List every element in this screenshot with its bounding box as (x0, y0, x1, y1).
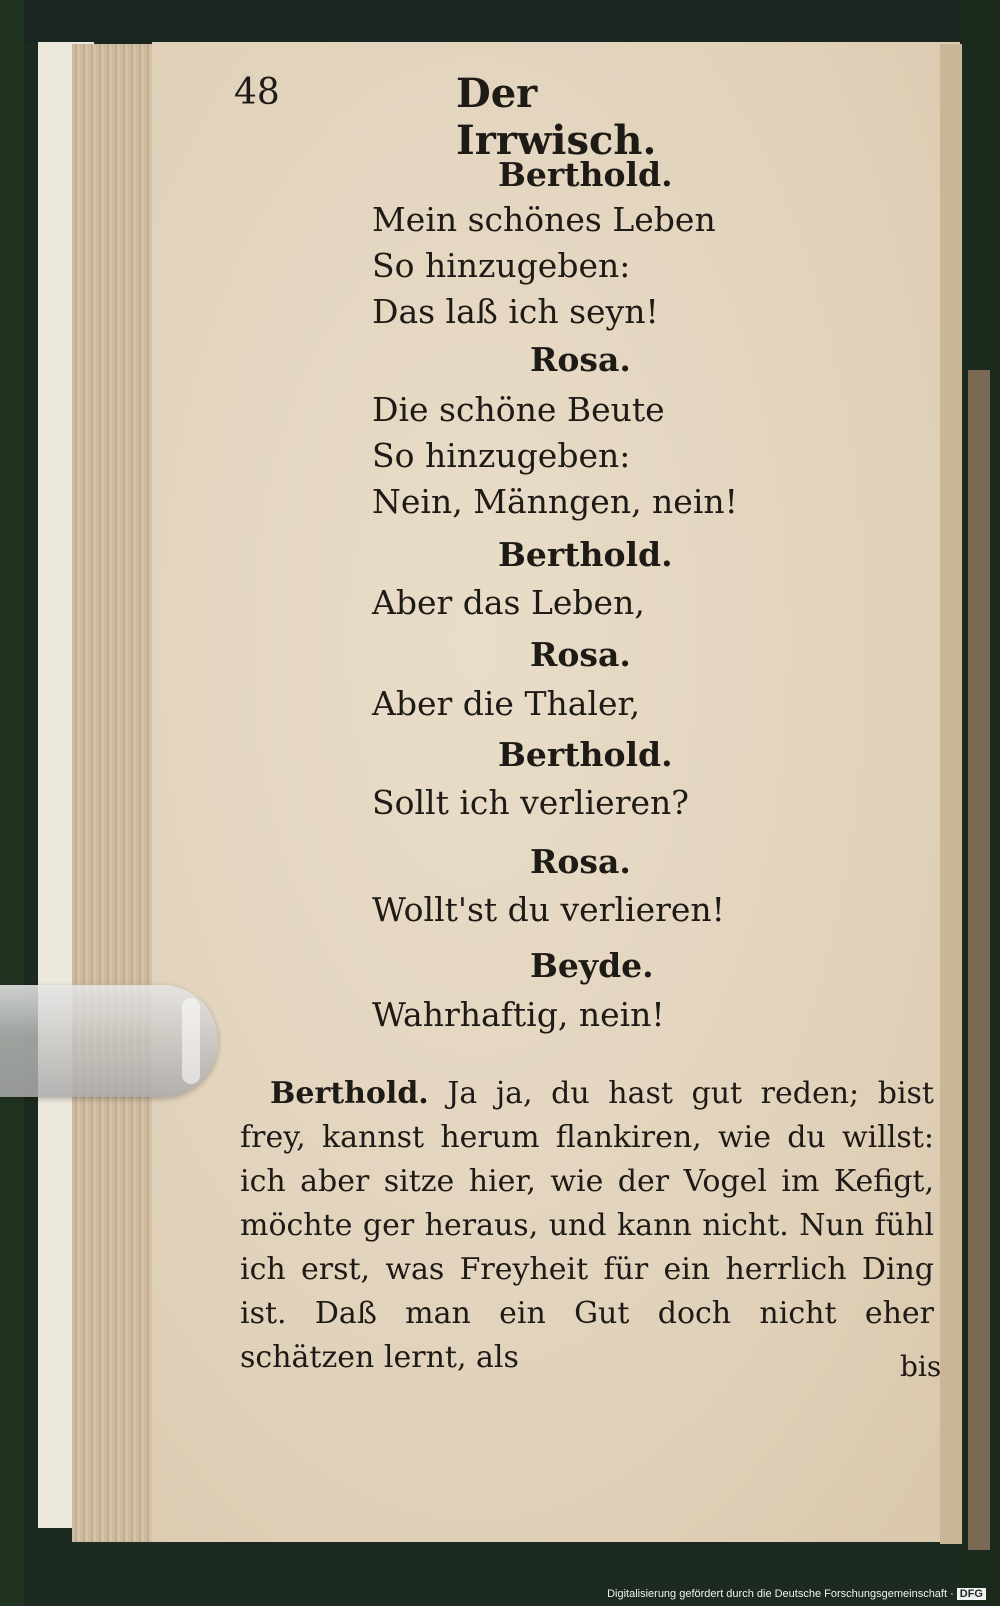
facing-page-edge (968, 370, 990, 1550)
verse-line: So hinzugeben: (372, 246, 631, 285)
background-top (0, 0, 1000, 44)
gutter-shadow (940, 44, 962, 1544)
verse-line: Beyde. (530, 946, 654, 985)
verse-line: So hinzugeben: (372, 436, 631, 475)
verse-line: Berthold. (498, 735, 673, 774)
prose-speaker: Berthold. (270, 1076, 429, 1111)
verse-line: Berthold. (498, 155, 673, 194)
verse-line: Wahrhaftig, nein! (372, 995, 665, 1034)
running-head (234, 70, 734, 164)
running-title: Der Irrwisch. (456, 70, 657, 164)
verse-line: Berthold. (498, 535, 673, 574)
prose-paragraph (240, 1072, 934, 1380)
verse-line: Rosa. (530, 842, 631, 881)
verse-line: Mein schönes Leben (372, 200, 716, 239)
verse-line: Das laß ich seyn! (372, 292, 659, 331)
prose-text: Ja ja, du hast gut reden; bist frey, kannst herum flankiren, wie du willst: ich aber sitze hier, wie der Vogel im Kefigt, möchte ger heraus, und kann nicht. Nun fühl ich erst, was Freyheit für ein herrlich Ding ist. Daß man ein Gut doch nicht eher schätzen lernt, als (240, 1076, 934, 1375)
verse-line: Aber das Leben, (372, 583, 645, 622)
book-page-edges (72, 44, 162, 1542)
dfg-logo: DFG (957, 1588, 986, 1600)
verse-line: Wollt'st du verlieren! (372, 890, 725, 929)
verse-line: Rosa. (530, 340, 631, 379)
verse-line: Sollt ich verlieren? (372, 783, 689, 822)
verse-line: Die schöne Beute (372, 390, 665, 429)
catchword: bis (900, 1350, 942, 1383)
credit-text: Digitalisierung gefördert durch die Deutsche Forschungsgemeinschaft · (607, 1588, 954, 1600)
glass-weight-highlight (182, 998, 200, 1084)
verse-line: Aber die Thaler, (372, 684, 641, 723)
digitization-credit (607, 1588, 986, 1600)
verse-line: Rosa. (530, 635, 631, 674)
verse-line: Nein, Männgen, nein! (372, 482, 738, 521)
background-left-edge (0, 0, 24, 1606)
page-number: 48 (234, 72, 280, 113)
